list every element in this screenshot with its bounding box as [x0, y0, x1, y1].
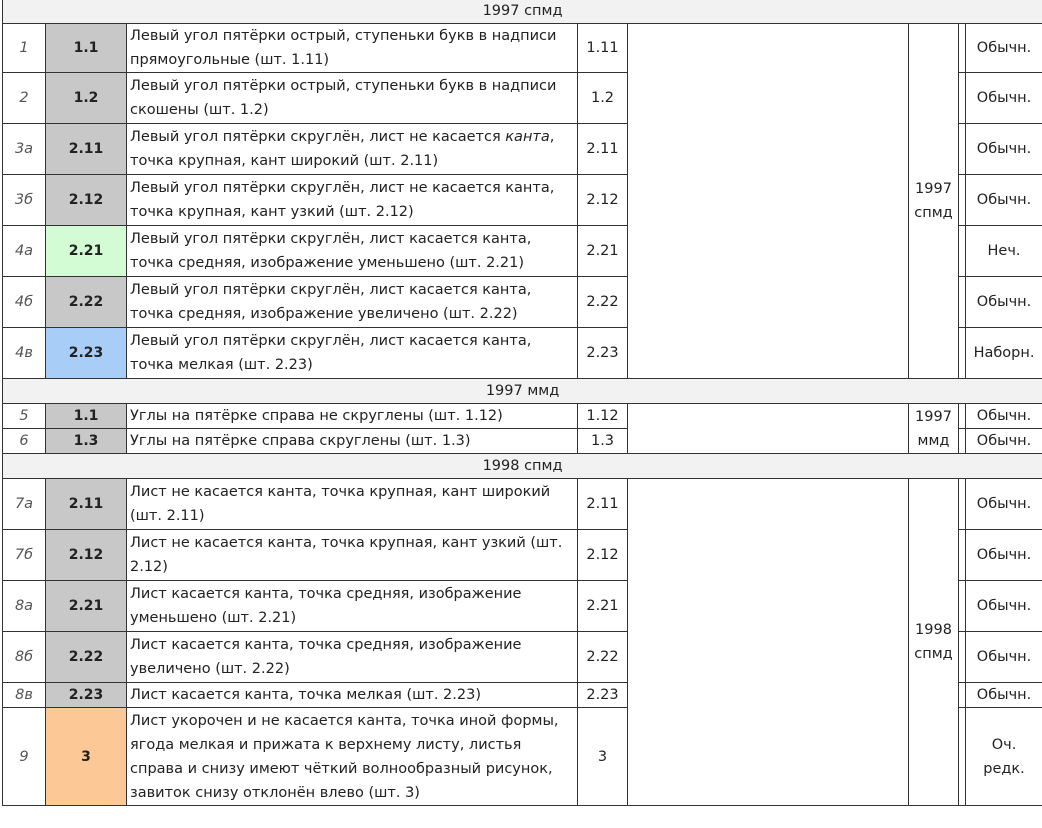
spacer-cell	[959, 24, 966, 73]
row-number: 2	[3, 73, 46, 124]
die-reference: 2.22	[578, 277, 628, 328]
year-mint-line: 1997	[915, 181, 952, 197]
year-mint-line: ммд	[917, 432, 950, 449]
year-mint-line: спмд	[914, 205, 953, 221]
variety-description	[127, 175, 578, 226]
spacer-cell	[959, 73, 966, 124]
rarity: Обычн.	[966, 24, 1042, 73]
variety-description	[127, 479, 578, 530]
description-text: Углы на пятёрке справа не скруглены (шт. 1.12)	[130, 408, 503, 424]
variety-description	[127, 24, 578, 73]
row-number: 1	[3, 24, 46, 73]
row-number: 7б	[3, 530, 46, 581]
section-header-row	[3, 454, 1042, 479]
description-text: Лист касается канта, точка мелкая (шт. 2.23)	[130, 687, 481, 703]
description-text: Лист касается канта, точка средняя, изображение уменьшено (шт. 2.21)	[130, 586, 522, 626]
variety-description	[127, 404, 578, 429]
spacer-cell	[959, 175, 966, 226]
rarity: Обычн.	[966, 530, 1042, 581]
description-text: Левый угол пятёрки скруглён, лист не касается канта, точка крупная, кант узкий (шт. 2.12)	[130, 180, 555, 220]
variety-description	[127, 708, 578, 806]
variety-code: 2.11	[46, 124, 127, 175]
row-number: 5	[3, 404, 46, 429]
year-mint-label	[909, 479, 959, 806]
table-body	[3, 0, 1042, 806]
rarity: Обычн.	[966, 479, 1042, 530]
spacer-cell	[959, 226, 966, 277]
row-number: 9	[3, 708, 46, 806]
spacer-cell	[959, 328, 966, 379]
row-number: 7а	[3, 479, 46, 530]
table-row	[3, 479, 1042, 530]
rarity: Обычн.	[966, 683, 1042, 708]
spacer-cell	[959, 530, 966, 581]
variety-code: 2.23	[46, 683, 127, 708]
die-reference: 1.3	[578, 429, 628, 454]
spacer-cell	[959, 429, 966, 454]
row-number: 8в	[3, 683, 46, 708]
row-number: 4б	[3, 277, 46, 328]
description-text: Левый угол пятёрки острый, ступеньки букв в надписи скошены (шт. 1.2)	[130, 78, 557, 118]
variety-code: 2.21	[46, 226, 127, 277]
section-title: 1997 спмд	[3, 0, 1042, 24]
spacer-cell	[959, 708, 966, 806]
varieties-table	[2, 0, 1042, 806]
description-italic: канта	[505, 129, 550, 145]
image-cell	[628, 24, 909, 379]
rarity: Обычн.	[966, 632, 1042, 683]
description-text: Лист не касается канта, точка крупная, кант широкий (шт. 2.11)	[130, 484, 551, 524]
variety-description	[127, 581, 578, 632]
variety-code: 1.2	[46, 73, 127, 124]
year-mint-line: спмд	[914, 646, 953, 662]
description-text: Левый угол пятёрки скруглён, лист касается канта, точка средняя, изображение уменьшено (шт. 2.21)	[130, 231, 532, 271]
die-reference: 1.2	[578, 73, 628, 124]
row-number: 4в	[3, 328, 46, 379]
section-title: 1997 ммд	[3, 379, 1042, 404]
variety-description	[127, 683, 578, 708]
rarity: Неч.	[966, 226, 1042, 277]
variety-description	[127, 124, 578, 175]
spacer-cell	[959, 479, 966, 530]
die-reference: 2.12	[578, 530, 628, 581]
spacer-cell	[959, 404, 966, 429]
spacer-cell	[959, 581, 966, 632]
section-header-row	[3, 0, 1042, 24]
rarity: Обычн.	[966, 404, 1042, 429]
die-reference: 1.11	[578, 24, 628, 73]
table-row	[3, 24, 1042, 73]
row-number: 3б	[3, 175, 46, 226]
section-header-row	[3, 379, 1042, 404]
die-reference: 2.22	[578, 632, 628, 683]
year-mint-line: 1998	[915, 622, 952, 638]
description-text: Левый угол пятёрки скруглён, лист касается канта, точка мелкая (шт. 2.23)	[130, 333, 532, 373]
year-mint-line: 1997	[915, 408, 952, 425]
rarity: Наборн.	[966, 328, 1042, 379]
die-reference: 2.21	[578, 581, 628, 632]
spacer-cell	[959, 277, 966, 328]
die-reference: 2.12	[578, 175, 628, 226]
row-number: 6	[3, 429, 46, 454]
variety-code: 1.1	[46, 24, 127, 73]
variety-code: 2.11	[46, 479, 127, 530]
rarity: Обычн.	[966, 277, 1042, 328]
table-row	[3, 404, 1042, 429]
rarity: Обычн.	[966, 73, 1042, 124]
row-number: 4а	[3, 226, 46, 277]
variety-code: 2.21	[46, 581, 127, 632]
description-text: Левый угол пятёрки скруглён, лист не касается	[130, 129, 506, 145]
description-text: Лист не касается канта, точка крупная, кант узкий (шт. 2.12)	[130, 535, 563, 575]
row-number: 8б	[3, 632, 46, 683]
description-text: , точка крупная, кант широкий (шт. 2.11)	[130, 129, 555, 169]
variety-code: 1.3	[46, 429, 127, 454]
row-number: 8а	[3, 581, 46, 632]
variety-code: 2.22	[46, 632, 127, 683]
variety-description	[127, 73, 578, 124]
die-reference: 2.23	[578, 328, 628, 379]
spacer-cell	[959, 124, 966, 175]
variety-code: 2.22	[46, 277, 127, 328]
die-reference: 2.11	[578, 124, 628, 175]
variety-description	[127, 632, 578, 683]
variety-description	[127, 328, 578, 379]
row-number: 3а	[3, 124, 46, 175]
variety-code: 1.1	[46, 404, 127, 429]
variety-code: 2.23	[46, 328, 127, 379]
rarity: Оч. редк.	[966, 708, 1042, 806]
die-reference: 2.11	[578, 479, 628, 530]
description-text: Левый угол пятёрки скруглён, лист касается канта, точка средняя, изображение увеличено (шт. 2.22)	[130, 282, 532, 322]
image-cell	[628, 404, 909, 454]
variety-code: 2.12	[46, 175, 127, 226]
variety-description	[127, 277, 578, 328]
die-reference: 2.21	[578, 226, 628, 277]
rarity: Обычн.	[966, 429, 1042, 454]
die-reference: 2.23	[578, 683, 628, 708]
year-mint-label	[909, 24, 959, 379]
section-title: 1998 спмд	[3, 454, 1042, 479]
variety-description	[127, 429, 578, 454]
rarity: Обычн.	[966, 175, 1042, 226]
rarity: Обычн.	[966, 581, 1042, 632]
die-reference: 3	[578, 708, 628, 806]
description-text: Лист укорочен и не касается канта, точка иной формы, ягода мелкая и прижата к верхнему листу, листья справа и снизу имеют чёткий волнообразный рисунок, завиток снизу отклонён влево (шт. 3)	[130, 712, 559, 801]
variety-code: 3	[46, 708, 127, 806]
spacer-cell	[959, 632, 966, 683]
variety-code: 2.12	[46, 530, 127, 581]
image-cell	[628, 479, 909, 806]
die-reference: 1.12	[578, 404, 628, 429]
variety-description	[127, 530, 578, 581]
rarity: Обычн.	[966, 124, 1042, 175]
variety-description	[127, 226, 578, 277]
description-text: Углы на пятёрке справа скруглены (шт. 1.3)	[130, 433, 471, 449]
description-text: Левый угол пятёрки острый, ступеньки букв в надписи прямоугольные (шт. 1.11)	[130, 28, 557, 68]
year-mint-label	[909, 404, 959, 454]
description-text: Лист касается канта, точка средняя, изображение увеличено (шт. 2.22)	[130, 637, 522, 677]
spacer-cell	[959, 683, 966, 708]
